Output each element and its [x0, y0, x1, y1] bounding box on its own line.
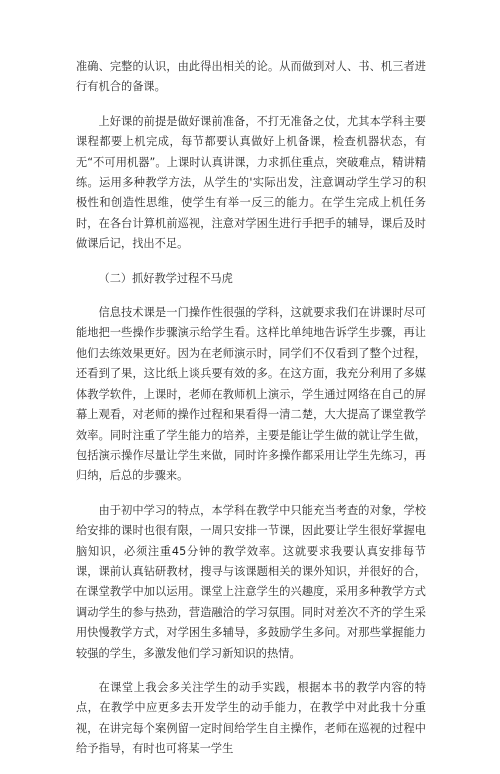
- paragraph-lesson-prep-conclusion: 准确、完整的认识，由此得出相关的论。从而做到对人、书、机三者进行有机合的备课。: [76, 60, 426, 94]
- document-body: [76, 57, 426, 774]
- paragraph-class-preparation: 上好课的前提是做好课前准备，不打无准备之仗，尤其本学科主要课程都要上机完成，每节都要认真做好上机备课，检查机器状态，有无“不可用机器”。上课时认真讲课，力求抓住重点，突破难点，精讲精练。运用多种教学方法，从学生的'实际出发，注意调动学生学习的积极性和创造性思维，使学生有举一反三的能力。在学生完成上机任务时，在各台计算机前巡视，注意对学困生进行手把手的辅导，课后及时做课后记，找出不足。: [76, 114, 426, 251]
- paragraph-class-efficiency: 由于初中学习的特点，本学科在教学中只能充当考查的对象，学校给安排的课时也很有限，一周只安排一节课，因此要让学生很好掌握电脑知识，必须注重45分钟的教学效率。这就要求我要认真安排每节课，课前认真钻研教材，搜寻与该课题相关的课外知识，并很好的合，在课堂教学中加以运用。课堂上注意学生的兴趣度，采用多种教学方式调动学生的参与热劲，营造融洽的学习氛围。同时对差次不齐的学生采用快慢教学方式，对学困生多辅导，多鼓励学生多问。对那些掌握能力较强的学生，多激发他们学习新知识的热情。: [76, 503, 426, 660]
- paragraph-hands-on-practice: 在课堂上我会多关注学生的动手实践，根据本书的教学内容的特点，在教学中应更多去开发学生的动手能力，在教学中对此我十分重视，在讲完每个案例留一定时间给学生自主操作，老师在巡视的过程中给予指导，有时也可将某一学生: [76, 680, 426, 756]
- section-heading-teaching-process: （二）抓好教学过程不马虎: [98, 271, 233, 285]
- paragraph-demonstration: 信息技术课是一门操作性很强的学科，这就要求我们在讲课时尽可能地把一些操作步骤演示给学生看。这样比单纯地告诉学生步骤，再让他们去练效果更好。因为在老师演示时，同学们不仅看到了整个过程，还看到了果，这比纸上谈兵要有效的多。在这方面，我充分利用了多媒体教学软件，上课时，老师在教师机上演示，学生通过网络在自己的屏幕上观看，对老师的操作过程和果看得一清二楚，大大提高了课堂教学效率。同时注重了学生能力的培养，主要是能让学生做的就让学生做，包括演示操作尽量让学生来做，同时许多操作都采用让学生先练习，再归纳，后总的步骤来。: [76, 306, 426, 483]
